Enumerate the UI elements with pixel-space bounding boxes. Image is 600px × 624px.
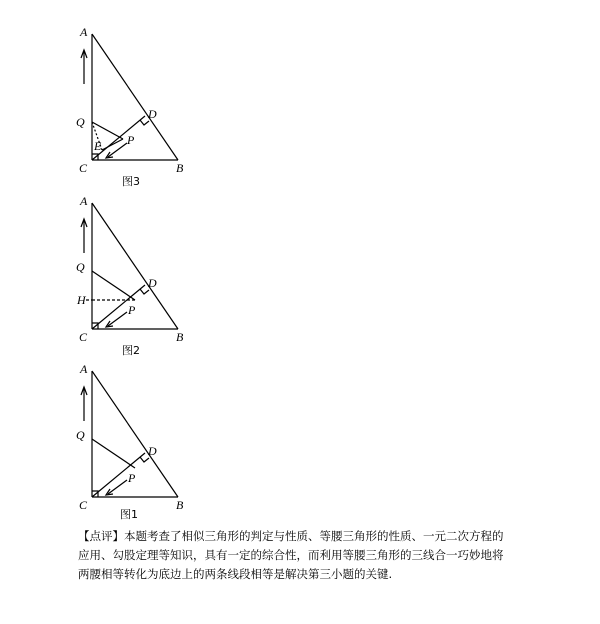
- comment-line-3: 两腰相等转化为底边上的两条线段相等是解决第三小题的关键.: [78, 567, 393, 581]
- segment-qp: [92, 271, 135, 300]
- label-c: C: [79, 161, 88, 175]
- label-a: A: [80, 25, 88, 39]
- label-d: D: [148, 276, 157, 290]
- comment-line-1: 【点评】本题考查了相似三角形的判定与性质、等腰三角形的性质、一元二次方程的: [78, 529, 504, 543]
- label-d: D: [148, 107, 157, 121]
- comment-line-2: 应用、勾股定理等知识，具有一定的综合性，而利用等腰三角形的三线合一巧妙地将: [78, 548, 504, 562]
- label-c: C: [79, 330, 88, 344]
- segment-qp: [92, 439, 135, 468]
- label-q: Q: [76, 428, 85, 442]
- segment-qp: [92, 122, 123, 139]
- segment-cd: [92, 116, 145, 160]
- figure-2-caption: 图2: [122, 344, 140, 357]
- label-p: P: [127, 133, 135, 147]
- label-e: E: [94, 139, 102, 153]
- label-a: A: [80, 362, 88, 376]
- segment-cd: [92, 285, 145, 329]
- label-a: A: [80, 194, 88, 208]
- figure-1: [0, 362, 200, 525]
- figure-2: [0, 194, 200, 357]
- figure-3: [0, 25, 200, 188]
- arrow-p-head: [106, 321, 113, 327]
- label-p: P: [128, 471, 136, 485]
- figure-3-caption: 图3: [122, 175, 140, 188]
- comment-paragraph: [78, 527, 548, 584]
- arrow-p-head: [106, 152, 113, 158]
- label-b: B: [176, 330, 184, 344]
- arrow-p-head: [106, 489, 113, 495]
- label-b: B: [176, 498, 184, 512]
- label-p: P: [128, 303, 136, 317]
- segment-cd: [92, 453, 145, 497]
- segment-ab: [92, 34, 178, 160]
- label-q: Q: [76, 115, 85, 129]
- label-h: H: [77, 293, 86, 307]
- label-b: B: [176, 161, 184, 175]
- label-c: C: [79, 498, 88, 512]
- label-q: Q: [76, 260, 85, 274]
- label-d: D: [148, 444, 157, 458]
- figure-1-caption: 图1: [120, 508, 138, 521]
